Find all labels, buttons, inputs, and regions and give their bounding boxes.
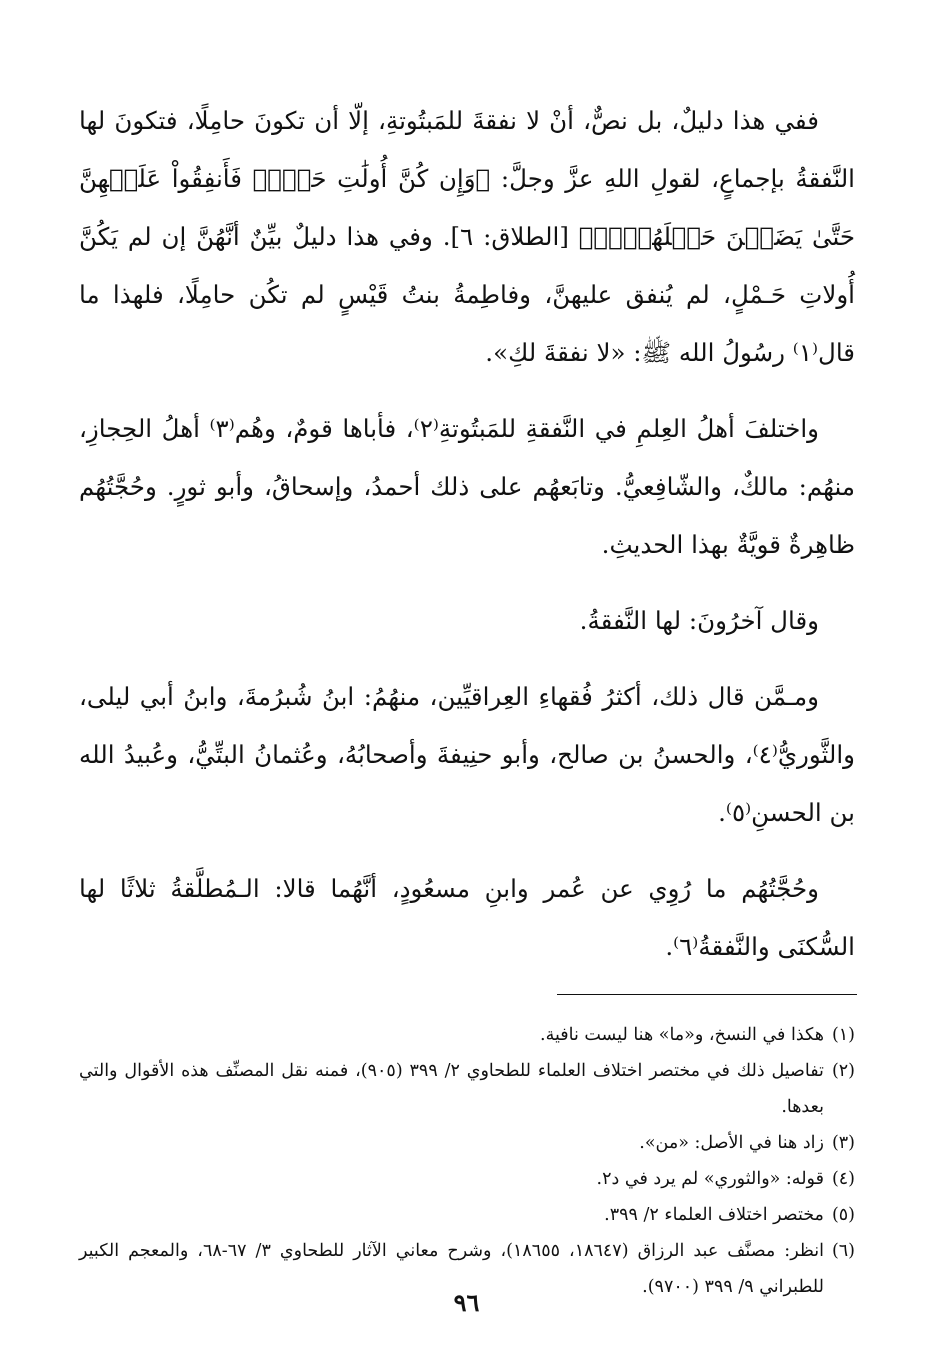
footnotes xyxy=(79,1017,855,1305)
footnote-2 xyxy=(79,1053,855,1125)
footnote-number: (٦) xyxy=(831,1241,855,1261)
footnote-number: (٢) xyxy=(831,1061,855,1081)
main-text xyxy=(79,92,855,976)
footnote-3 xyxy=(79,1125,855,1161)
footnote-text: زاد هنا في الأصل: «من». xyxy=(639,1133,824,1153)
footnote-1 xyxy=(79,1017,855,1053)
paragraph-5: وحُجَّتُهُم ما رُوِي عن عُمر وابنِ مسعُودٍ، أنَّهُما قالا: الـمُطلَّقةُ ثلاثًا لها السُّكنَى والنَّفقةُ⁽٦⁾. xyxy=(79,874,855,961)
footnote-separator xyxy=(557,994,857,995)
book-page xyxy=(79,92,855,1305)
paragraph-1: ففي هذا دليلٌ، بل نصٌّ، أنْ لا نفقةَ للمَبتُوتةِ، إلّا أن تكونَ حامِلًا، فتكونَ لها النَّفقةُ بإجماعٍ، لقولِ اللهِ عزَّ وجلَّ: ﴿وَإِن كُنَّ أُولَٰتِ حَمۡلٖ فَأَنفِقُواْ عَلَيۡهِنَّ حَتَّىٰ يَضَعۡنَ حَمۡلَهُنَّۚ﴾ [الطلاق: ٦]. وفي هذا دليلٌ بيِّنٌ أنَّهُنَّ إن لم يَكُنَّ أُولاتِ حَـمْلٍ، لم يُنفق عليهنَّ، وفاطِمةُ بنتُ قَيْسٍ لم تكُن حامِلًا، فلهذا ما قال⁽١⁾ رسُولُ الله ﷺ: «لا نفقةَ لكِ». xyxy=(79,106,855,367)
page-number: ٩٦ xyxy=(453,1288,480,1317)
paragraph-4: ومـمَّن قال ذلك، أكثرُ فُقهاءِ العِراقيِّين، منهُمُ: ابنُ شُبرُمةَ، وابنُ أبي ليلى، والثَّوريُّ⁽٤⁾، والحسنُ بن صالح، وأبو حنِيفةَ وأصحابُهُ، وعُثمانُ البتِّيُّ، وعُبيدُ الله بن الحسنِ⁽٥⁾. xyxy=(79,682,855,827)
footnote-number: (٥) xyxy=(831,1205,855,1225)
paragraph-3: وقال آخرُونَ: لها النَّفقةُ. xyxy=(579,606,819,635)
footnote-number: (٤) xyxy=(831,1169,855,1189)
footnote-text: انظر: مصنَّف عبد الرزاق (١٨٦٤٧، ١٨٦٥٥)، وشرح معاني الآثار للطحاوي ٣/ ٦٧-٦٨، والمعجم الكبير للطبراني ٩/ ٣٩٩ (٩٧٠٠). xyxy=(79,1241,824,1297)
footnote-text: تفاصيل ذلك في مختصر اختلاف العلماء للطحاوي ٢/ ٣٩٩ (٩٠٥)، فمنه نقل المصنِّف هذه الأقوال والتي بعدها. xyxy=(79,1061,824,1117)
footnote-5 xyxy=(79,1197,855,1233)
footnote-text: مختصر اختلاف العلماء ٢/ ٣٩٩. xyxy=(604,1205,824,1225)
footnote-number: (٣) xyxy=(831,1133,855,1153)
footnote-text: قوله: «والثوري» لم يرد في د٢. xyxy=(596,1169,824,1189)
footnote-number: (١) xyxy=(831,1025,855,1045)
paragraph-2: واختلفَ أهلُ العِلمِ في النَّفقةِ للمَبتُوتةِ⁽٢⁾، فأباها قومٌ، وهُم⁽٣⁾ أهلُ الحِجازِ، منهُم: مالكٌ، والشّافِعيُّ. وتابَعهُم على ذلك أحمدُ، وإسحاقُ، وأبو ثورٍ. وحُجَّتُهُم ظاهِرةٌ قويَّةٌ بهذا الحديثِ. xyxy=(79,414,855,559)
footnote-4 xyxy=(79,1161,855,1197)
footnote-text: هكذا في النسخ، و«ما» هنا ليست نافية. xyxy=(540,1025,824,1045)
